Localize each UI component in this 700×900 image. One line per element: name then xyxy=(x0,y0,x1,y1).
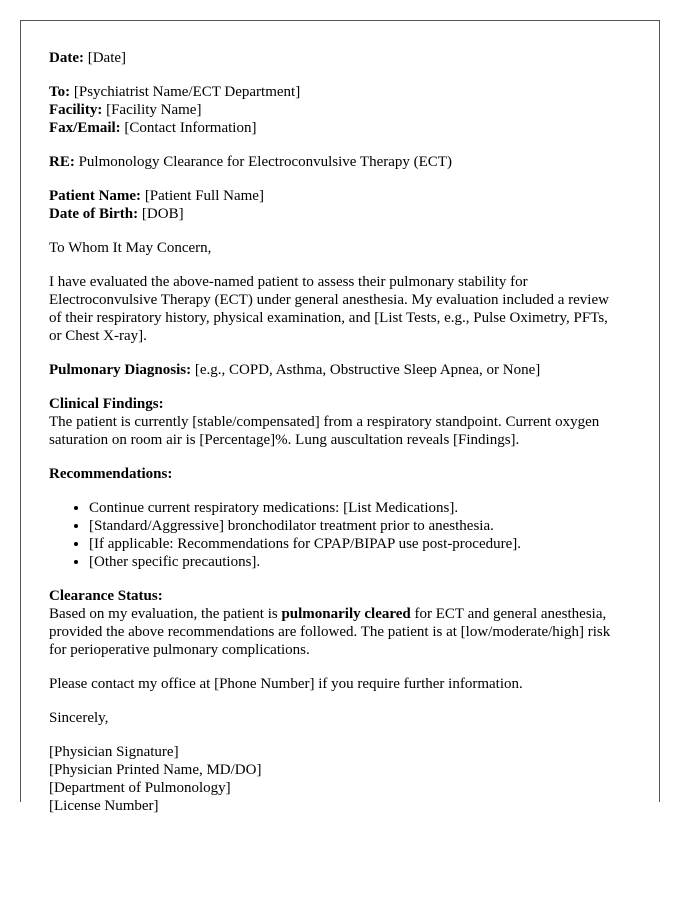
diagnosis-label: Pulmonary Diagnosis: xyxy=(49,362,192,378)
dob-label: Date of Birth: xyxy=(49,206,139,222)
signature-block xyxy=(49,743,619,815)
to-label: To: xyxy=(49,84,71,100)
closing: Sincerely, xyxy=(49,710,109,726)
to-value: [Psychiatrist Name/ECT Department] xyxy=(73,84,301,100)
dob-line xyxy=(49,205,619,223)
re-line xyxy=(49,153,619,171)
clearance-text xyxy=(49,605,619,659)
re-value: Pulmonology Clearance for Electroconvulsive Therapy (ECT) xyxy=(78,154,452,170)
clearance-text-before: Based on my evaluation, the patient is xyxy=(49,606,282,622)
clearance-heading: Clearance Status: xyxy=(49,588,163,604)
diagnosis-value: [e.g., COPD, Asthma, Obstructive Sleep Apnea, or None] xyxy=(194,362,541,378)
letter-page xyxy=(20,20,660,814)
recommendations-heading: Recommendations: xyxy=(49,466,173,482)
date-value: [Date] xyxy=(87,50,127,66)
facility-line xyxy=(49,101,619,119)
clearance-section xyxy=(49,587,619,659)
contact-paragraph: Please contact my office at [Phone Number] if you require further information. xyxy=(49,676,523,692)
salutation: To Whom It May Concern, xyxy=(49,240,212,256)
recommendations-list xyxy=(49,499,619,571)
re-label: RE: xyxy=(49,154,75,170)
signature-line: [Physician Printed Name, MD/DO] xyxy=(49,762,262,778)
clearance-text-after: for ECT and general anesthesia, provided the above recommendations are followed. The patient is at [low/moderate/high] risk for perioperative pulmonary complications. xyxy=(49,606,611,658)
facility-label: Facility: xyxy=(49,102,103,118)
clinical-findings-section xyxy=(49,395,619,449)
signature-line: [Physician Signature] xyxy=(49,744,179,760)
patient-name-line xyxy=(49,187,619,205)
signature-line: [Department of Pulmonology] xyxy=(49,780,231,796)
clinical-findings-text: The patient is currently [stable/compensated] from a respiratory standpoint. Current oxygen saturation on room air is [Percentage]%. Lung auscultation reveals [Findings]. xyxy=(49,414,600,448)
to-line xyxy=(49,83,619,101)
list-item: • [Standard/Aggressive] bronchodilator treatment prior to anesthesia. xyxy=(89,517,619,535)
clearance-status-bold: pulmonarily cleared xyxy=(281,606,411,622)
diagnosis-line xyxy=(49,361,619,379)
list-item: • [If applicable: Recommendations for CPAP/BIPAP use post-procedure]. xyxy=(89,535,619,553)
clinical-findings-heading: Clinical Findings: xyxy=(49,396,164,412)
fax-email-label: Fax/Email: xyxy=(49,120,121,136)
recipient-block xyxy=(49,83,619,137)
patient-name-label: Patient Name: xyxy=(49,188,142,204)
signature-line: [License Number] xyxy=(49,798,159,814)
fax-email-value: [Contact Information] xyxy=(124,120,257,136)
patient-name-value: [Patient Full Name] xyxy=(144,188,264,204)
facility-value: [Facility Name] xyxy=(106,102,202,118)
letter-content xyxy=(49,49,619,815)
date-label: Date: xyxy=(49,50,84,66)
date-line xyxy=(49,49,619,67)
patient-block xyxy=(49,187,619,223)
dob-value: [DOB] xyxy=(141,206,184,222)
intro-paragraph: I have evaluated the above-named patient to assess their pulmonary stability for Electroconvulsive Therapy (ECT) under general anesthesia. My evaluation included a review of their respiratory history, physical examination, and [List Tests, e.g., Pulse Oximetry, PFTs, or Chest X-ray]. xyxy=(49,274,609,344)
fax-email-line xyxy=(49,119,619,137)
list-item: • [Other specific precautions]. xyxy=(89,553,619,571)
list-item: • Continue current respiratory medications: [List Medications]. xyxy=(89,499,619,517)
